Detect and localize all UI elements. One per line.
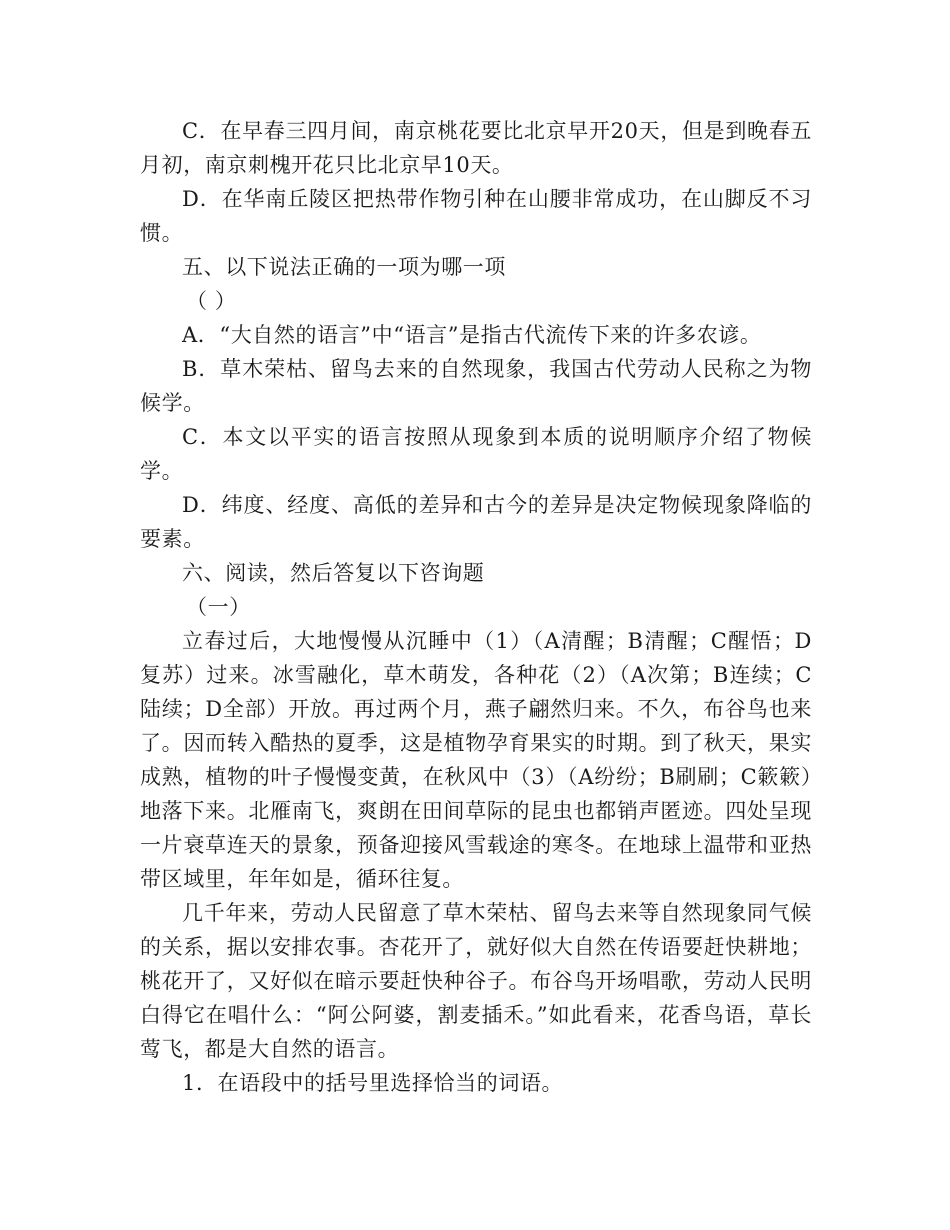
option-d-paragraph: D．在华南丘陵区把热带作物引种在山腰非常成功，在山脚反不习惯。	[140, 187, 812, 245]
section-one-label: （一）	[186, 595, 251, 619]
reading-paragraph-2: 几千年来，劳动人民留意了草木荣枯、留鸟去来等自然现象同气候的关系，据以安排农事。杏花开了，就好似大自然在传语要赶快耕地；桃花开了，又好似在暗示要赶快种谷子。布谷鸟开场唱歌，劳动人民明白得它在唱什么：“阿公阿婆，割麦插禾。”如此看来，花香鸟语，草长莺飞，都是大自然的语言。	[140, 901, 812, 1061]
option-c-paragraph-2: C．本文以平实的语言按照从现象到本质的说明顺序介绍了物候学。	[140, 425, 812, 483]
option-a-paragraph: A．“大自然的语言”中“语言”是指古代流传下来的许多农谚。	[182, 323, 762, 347]
option-c-paragraph: C．在早春三四月间，南京桃花要比北京早开20天，但是到晚春五月初，南京刺槐开花只比北京早10天。	[140, 119, 812, 177]
answer-blank: （ ）	[186, 289, 237, 313]
sub-question-1: 1．在语段中的括号里选择恰当的词语。	[182, 1071, 564, 1095]
option-b-paragraph: B．草木荣枯、留鸟去来的自然现象，我国古代劳动人民称之为物候学。	[140, 357, 812, 415]
option-d-paragraph-2: D．纬度、经度、高低的差异和古今的差异是决定物候现象降临的要素。	[140, 493, 812, 551]
question-six-heading: 六、阅读，然后答复以下咨询题	[182, 561, 485, 585]
reading-paragraph-1: 立春过后，大地慢慢从沉睡中（1）（A清醒；B清醒；C醒悟；D复苏）过来。冰雪融化，草木萌发，各种花（2）（A次第；B连续；C陆续；D全部）开放。再过两个月，燕子翩然归来。不久，布谷鸟也来了。因而转入酷热的夏季，这是植物孕育果实的时期。到了秋天，果实成熟，植物的叶子慢慢变黄，在秋风中（3）（A纷纷；B刷刷；C簌簌）地落下来。北雁南飞，爽朗在田间草际的昆虫也都销声匿迹。四处呈现一片衰草连天的景象，预备迎接风雪载途的寒冬。在地球上温带和亚热带区域里，年年如是，循环往复。	[140, 629, 812, 891]
question-five-heading: 五、以下说法正确的一项为哪一项	[182, 255, 506, 279]
document-page	[140, 114, 812, 1100]
